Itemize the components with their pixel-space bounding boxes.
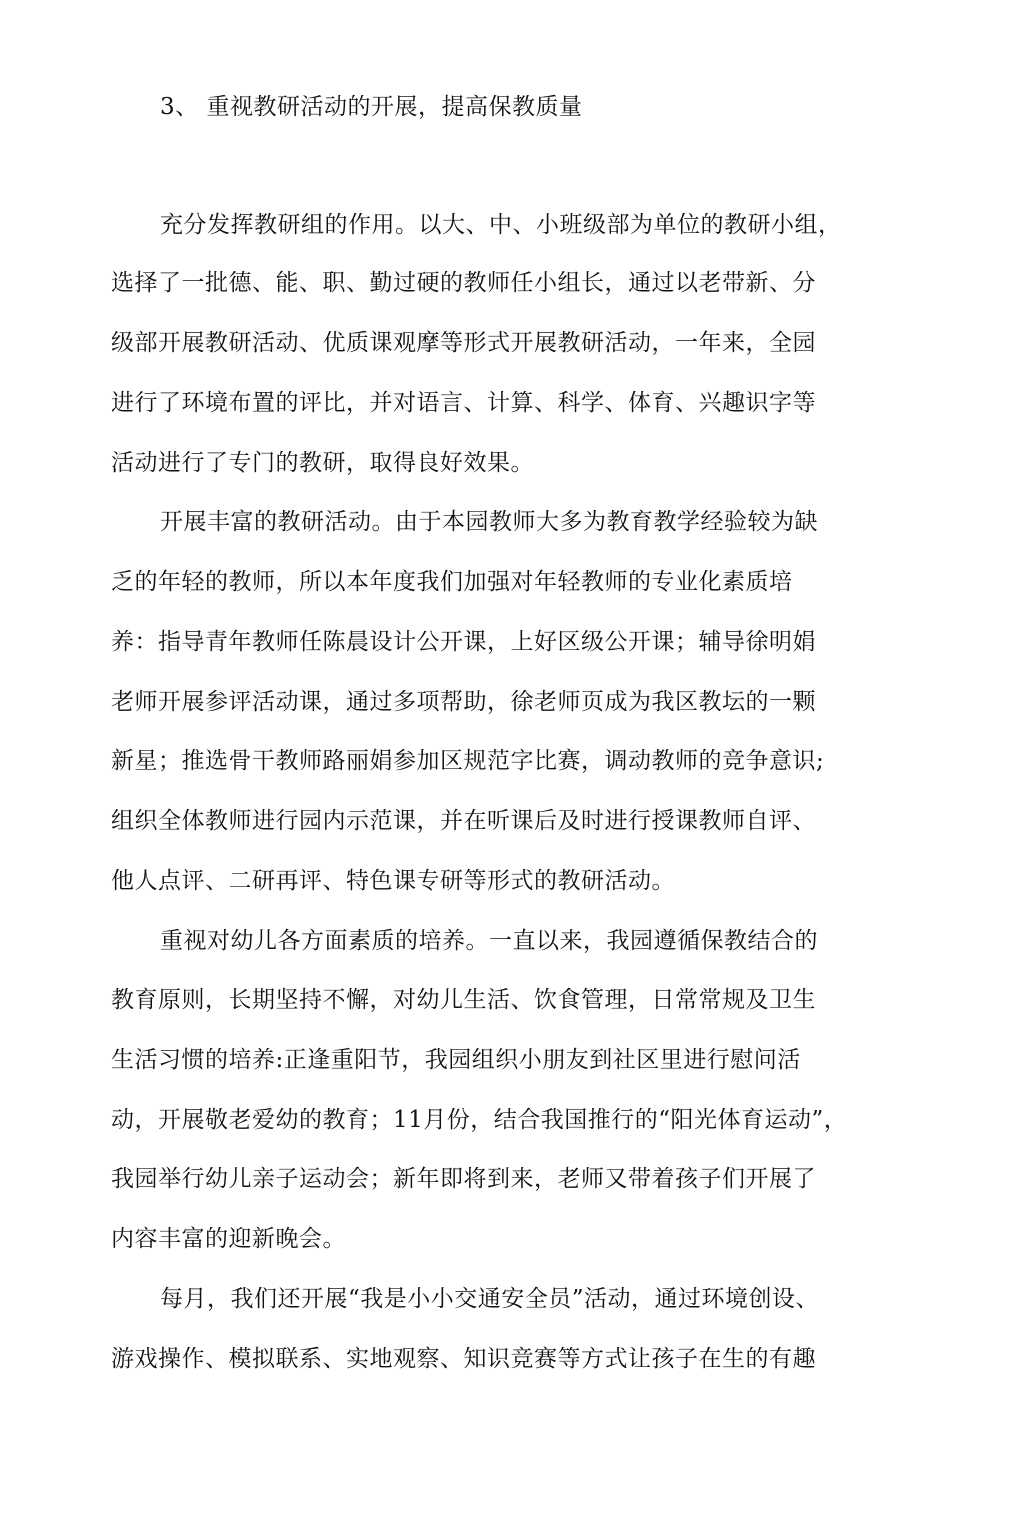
paragraph-line: 组织全体教师进行园内示范课，并在听课后及时进行授课教师自评、 <box>111 808 816 834</box>
paragraph-line: 级部开展教研活动、优质课观摩等形式开展教研活动，一年来，全园 <box>111 330 816 356</box>
paragraph-line: 内容丰富的迎新晚会。 <box>111 1226 346 1252</box>
paragraph-line: 重视对幼儿各方面素质的培养。一直以来，我园遵循保教结合的 <box>160 928 818 954</box>
paragraph-line: 老师开展参评活动课，通过多项帮助，徐老师页成为我区教坛的一颗 <box>111 689 816 715</box>
paragraph-line: 乏的年轻的教师，所以本年度我们加强对年轻教师的专业化素质培 <box>111 569 793 595</box>
paragraph-line: 动，开展敬老爱幼的教育；11月份，结合我国推行的“阳光体育运动”， <box>111 1107 848 1133</box>
paragraph-line: 选择了一批德、能、职、勤过硬的教师任小组长，通过以老带新、分 <box>111 270 816 296</box>
paragraph-line: 我园举行幼儿亲子运动会；新年即将到来，老师又带着孩子们开展了 <box>111 1166 816 1192</box>
paragraph-line: 养：指导青年教师任陈晨设计公开课，上好区级公开课；辅导徐明娟 <box>111 629 816 655</box>
paragraph-line: 每月，我们还开展“我是小小交通安全员”活动，通过环境创设、 <box>160 1286 820 1312</box>
paragraph-line: 教育原则，长期坚持不懈，对幼儿生活、饮食管理，日常常规及卫生 <box>111 987 816 1013</box>
paragraph-line: 他人点评、二研再评、特色课专研等形式的教研活动。 <box>111 868 675 894</box>
paragraph-line: 活动进行了专门的教研，取得良好效果。 <box>111 450 534 476</box>
paragraph-line: 开展丰富的教研活动。由于本园教师大多为教育教学经验较为缺 <box>160 509 818 535</box>
paragraph-line: 游戏操作、模拟联系、实地观察、知识竞赛等方式让孩子在生的有趣 <box>111 1346 816 1372</box>
paragraph-line: 进行了环境布置的评比，并对语言、计算、科学、体育、兴趣识字等 <box>111 390 816 416</box>
paragraph-line: 充分发挥教研组的作用。以大、中、小班级部为单位的教研小组， <box>160 212 842 238</box>
paragraph-line: 新星；推选骨干教师路丽娟参加区规范字比赛，调动教师的竞争意识; <box>111 748 825 774</box>
section-heading: 3、 重视教研活动的开展，提高保教质量 <box>160 94 583 120</box>
paragraph-line: 生活习惯的培养:正逢重阳节，我园组织小朋友到社区里进行慰问活 <box>111 1047 801 1073</box>
